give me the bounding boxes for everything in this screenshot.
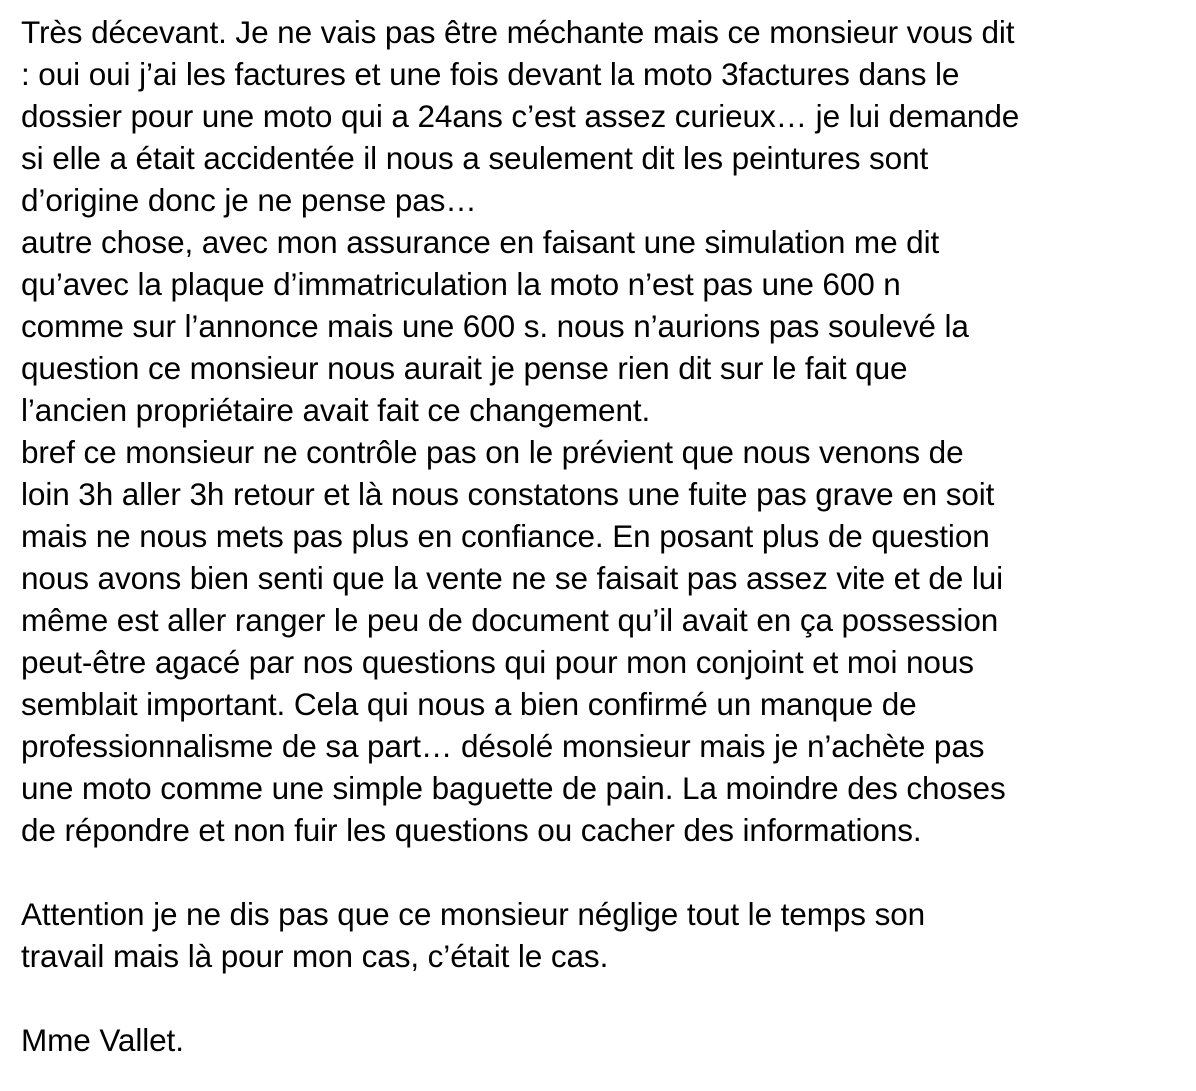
review-line: question ce monsieur nous aurait je pense rien dit sur le fait que bbox=[21, 350, 908, 386]
review-line: : oui oui j’ai les factures et une fois devant la moto 3factures dans le bbox=[21, 56, 960, 92]
review-line: même est aller ranger le peu de document qu’il avait en ça possession bbox=[21, 602, 999, 638]
review-paragraph-2 bbox=[21, 893, 1181, 977]
paragraph-spacer bbox=[21, 977, 1181, 1019]
review-paragraph-1 bbox=[21, 11, 1181, 851]
review-line: bref ce monsieur ne contrôle pas on le prévient que nous venons de bbox=[21, 434, 964, 470]
review-line: semblait important. Cela qui nous a bien confirmé un manque de bbox=[21, 686, 917, 722]
review-line: d’origine donc je ne pense pas… bbox=[21, 182, 477, 218]
review-line: autre chose, avec mon assurance en faisant une simulation me dit bbox=[21, 224, 940, 260]
review-line: comme sur l’annonce mais une 600 s. nous n’aurions pas soulevé la bbox=[21, 308, 969, 344]
review-line: peut-être agacé par nos questions qui pour mon conjoint et moi nous bbox=[21, 644, 974, 680]
review-line: loin 3h aller 3h retour et là nous constatons une fuite pas grave en soit bbox=[21, 476, 995, 512]
review-signature: Mme Vallet. bbox=[21, 1022, 184, 1058]
review-line: dossier pour une moto qui a 24ans c’est assez curieux… je lui demande bbox=[21, 98, 1020, 134]
review-line: qu’avec la plaque d’immatriculation la moto n’est pas une 600 n bbox=[21, 266, 901, 302]
review-line: une moto comme une simple baguette de pain. La moindre des choses bbox=[21, 770, 1006, 806]
review-line: travail mais là pour mon cas, c’était le cas. bbox=[21, 938, 609, 974]
review-line: l’ancien propriétaire avait fait ce changement. bbox=[21, 392, 651, 428]
review-line: de répondre et non fuir les questions ou cacher des informations. bbox=[21, 812, 922, 848]
review-line: professionnalisme de sa part… désolé monsieur mais je n’achète pas bbox=[21, 728, 985, 764]
review-line: nous avons bien senti que la vente ne se faisait pas assez vite et de lui bbox=[21, 560, 1004, 596]
paragraph-spacer bbox=[21, 851, 1181, 893]
review-line: Très décevant. Je ne vais pas être méchante mais ce monsieur vous dit bbox=[21, 14, 1015, 50]
review-line: si elle a était accidentée il nous a seulement dit les peintures sont bbox=[21, 140, 929, 176]
review-line: mais ne nous mets pas plus en confiance. En posant plus de question bbox=[21, 518, 990, 554]
review-line: Attention je ne dis pas que ce monsieur néglige tout le temps son bbox=[21, 896, 926, 932]
review-text bbox=[21, 11, 1181, 1061]
